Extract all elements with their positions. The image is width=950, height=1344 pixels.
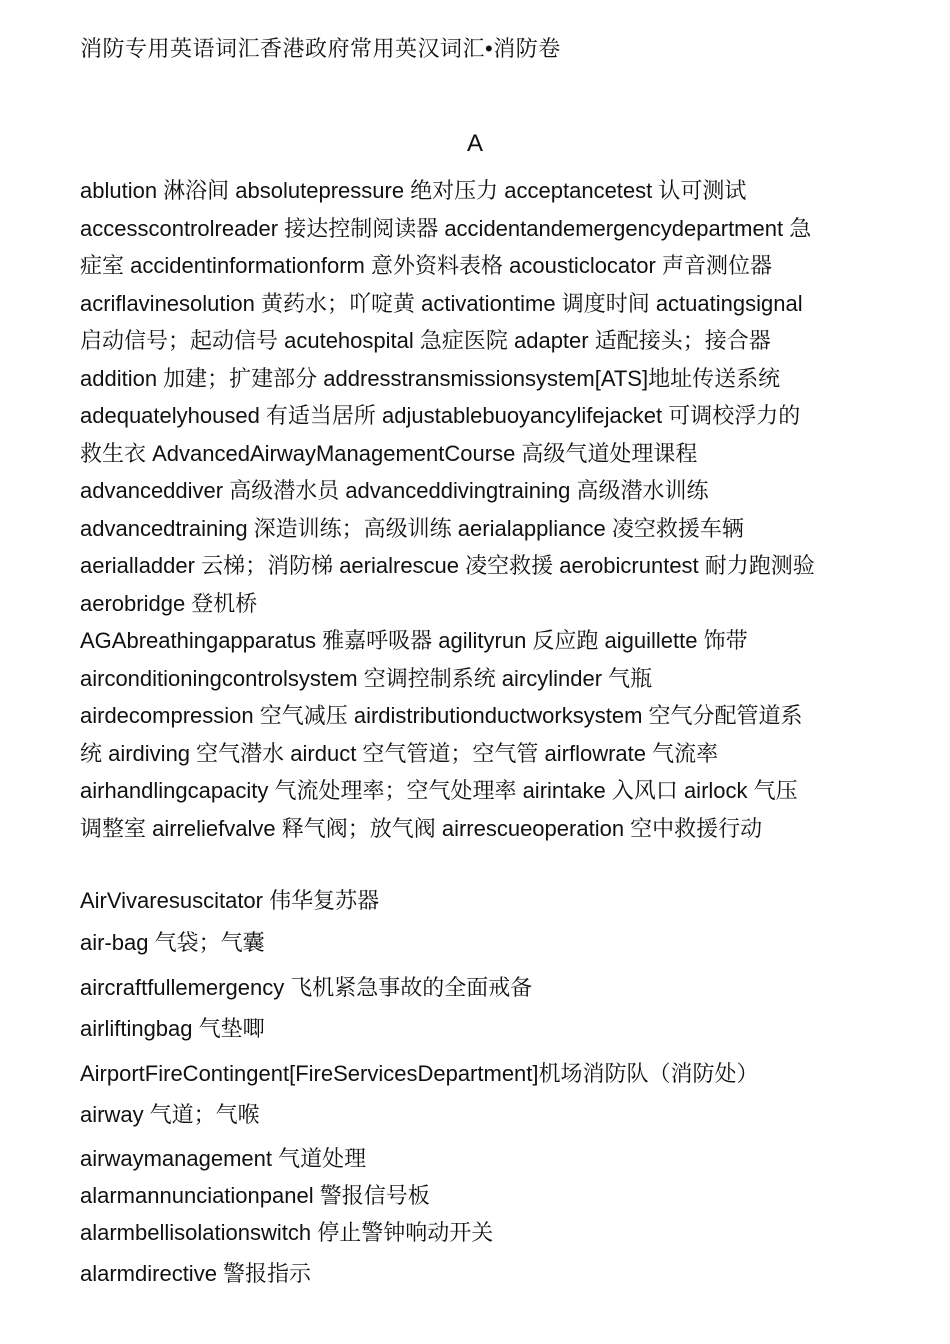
paragraph-line: aerialladder 云梯；消防梯 aerialrescue 凌空救援 aerobicruntest 耐力跑测验 (80, 553, 815, 578)
glossary-entry: AirVivaresuscitator 伟华复苏器 (80, 888, 380, 913)
glossary-entry: airway 气道；气喉 (80, 1102, 260, 1127)
paragraph-line: airconditioningcontrolsystem 空调控制系统 aircylinder 气瓶 (80, 665, 653, 691)
paragraph-line: airdecompression 空气减压 airdistributionductworksystem 空气分配管道系 (80, 703, 803, 728)
paragraph-line: accesscontrolreader 接达控制阅读器 accidentandemergencydepartment 急 (80, 215, 812, 241)
paragraph-line: advanceddiver 高级潜水员 advanceddivingtraining 高级潜水训练 (80, 478, 709, 503)
glossary-entry: AirportFireContingent[FireServicesDepartment]机场消防队（消防处） (80, 1061, 759, 1086)
paragraph-line: 统 airdiving 空气潜水 airduct 空气管道；空气管 airflowrate 气流率 (80, 740, 719, 766)
paragraph-line: aerobridge 登机桥 (80, 590, 258, 616)
paragraph-line: 启动信号；起动信号 acutehospital 急症医院 adapter 适配接头；接合器 (80, 328, 771, 353)
paragraph-line: 调整室 airreliefvalve 释气阀；放气阀 airrescueoperation 空中救援行动 (80, 815, 763, 841)
paragraph-line: acriflavinesolution 黄药水；吖啶黄 activationtime 调度时间 actuatingsignal (80, 290, 803, 316)
paragraph-line: 症室 accidentinformationform 意外资料表格 acousticlocator 声音测位器 (80, 253, 772, 278)
paragraph-line: ablution 淋浴间 absolutepressure 绝对压力 acceptancetest 认可测试 (80, 178, 747, 203)
glossary-entry: airwaymanagement 气道处理 (80, 1146, 367, 1171)
paragraph-line: AGAbreathingapparatus 雅嘉呼吸器 agilityrun 反应跑 aiguillette 饰带 (80, 628, 748, 653)
glossary-paragraph (80, 172, 880, 847)
section-letter: A (466, 130, 483, 157)
paragraph-line: airhandlingcapacity 气流处理率；空气处理率 airintake 入风口 airlock 气压 (80, 778, 798, 803)
paragraph-line: addition 加建；扩建部分 addresstransmissionsystem[ATS]地址传送系统 (80, 365, 781, 391)
document-header: 消防专用英语词汇香港政府常用英汉词汇•消防卷 (80, 36, 561, 61)
glossary-entry: alarmannunciationpanel 警报信号板 (80, 1183, 430, 1208)
glossary-entry: air-bag 气袋；气囊 (80, 930, 265, 955)
paragraph-line: advancedtraining 深造训练；高级训练 aerialappliance 凌空救援车辆 (80, 515, 744, 541)
glossary-entry: airliftingbag 气垫唧 (80, 1016, 265, 1041)
glossary-entry: alarmbellisolationswitch 停止警钟响动开关 (80, 1220, 494, 1245)
paragraph-line: adequatelyhoused 有适当居所 adjustablebuoyancylifejacket 可调校浮力的 (80, 403, 801, 428)
glossary-entry: alarmdirective 警报指示 (80, 1261, 312, 1286)
glossary-entry: aircraftfullemergency 飞机紧急事故的全面戒备 (80, 975, 533, 1000)
paragraph-line: 救生衣 AdvancedAirwayManagementCourse 高级气道处理课程 (80, 440, 698, 466)
